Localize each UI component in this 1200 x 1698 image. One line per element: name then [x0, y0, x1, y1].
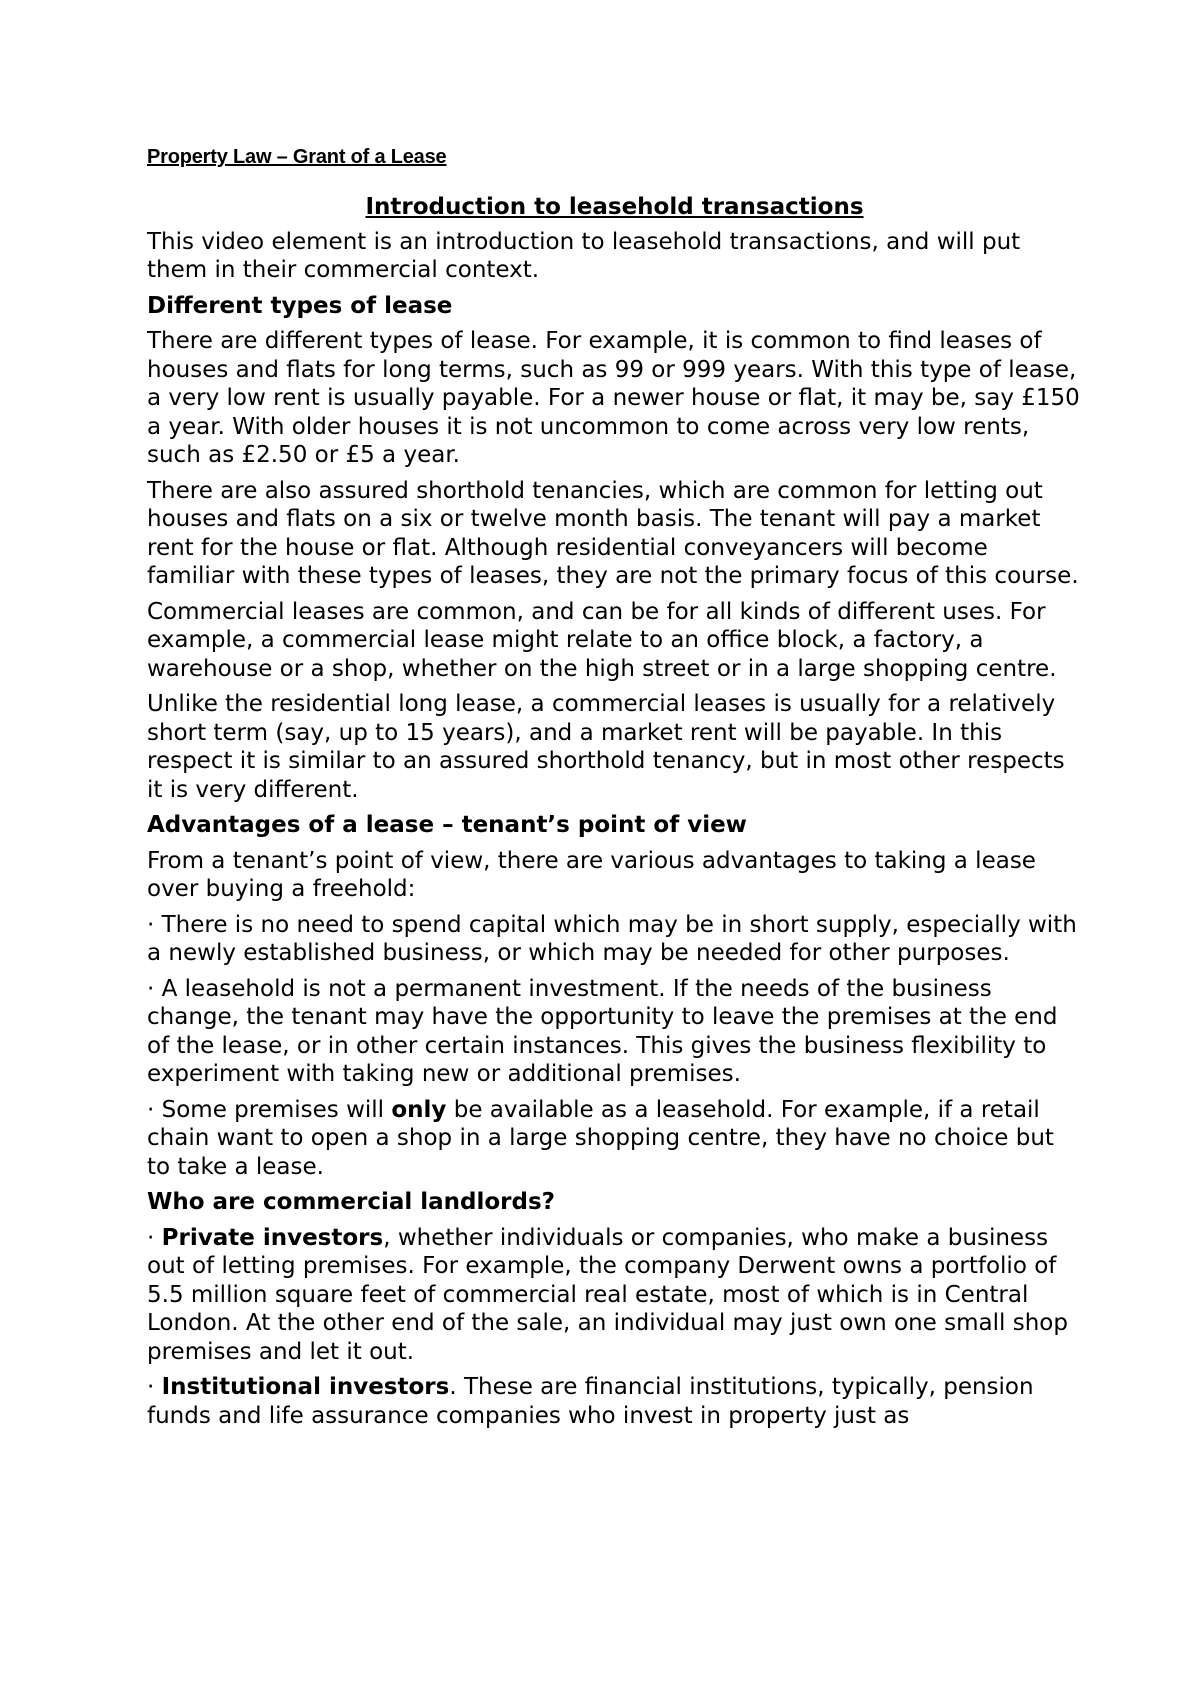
bullet-private-investors — [147, 1224, 1082, 1367]
paragraph-long-leases: There are different types of lease. For example, it is common to find leases of houses and flats for long terms, such as 99 or 999 years. With this type of lease, a very low rent is usually payable. For a newer house or flat, it may be, say £150 a year. With older houses it is not uncommon to come across very low rents, such as £2.50 or £5 a year. — [147, 328, 1080, 468]
bold-emphasis: only — [391, 1096, 447, 1123]
bold-term-private-investors: Private investors — [161, 1224, 384, 1251]
paragraph-residential-comparison: Unlike the residential long lease, a commercial leases is usually for a relatively short term (say, up to 15 years), and a market rent will be payable. In this respect it is similar to an assured shorthold tenancy, but in most other respects it is very different. — [147, 691, 1065, 803]
heading-different-types: Different types of lease — [147, 292, 453, 319]
bullet-marker: · — [147, 1374, 162, 1400]
document-title: Property Law – Grant of a Lease — [147, 146, 447, 168]
bullet-marker: · — [147, 1224, 162, 1251]
bullet-institutional-investors — [147, 1373, 1082, 1430]
paragraph-shorthold: There are also assured shorthold tenancies, which are common for letting out houses and flats on a six or twelve month basis. The tenant will pay a market rent for the house or flat. Although residential conveyancers will become familiar with these types of leases, they are not the primary focus of this course. — [147, 477, 1079, 589]
section-subtitle: Introduction to leasehold transactions — [365, 194, 864, 220]
bold-term-institutional-investors: Institutional investors — [161, 1374, 450, 1400]
bullet-only-leasehold — [147, 1096, 1082, 1182]
paragraph-commercial: Commercial leases are common, and can be for all kinds of different uses. For example, a commercial lease might relate to an office block, a factory, a warehouse or a shop, whether on the high street or in a large shopping centre. — [147, 598, 1057, 682]
bullet-not-permanent: · A leasehold is not a permanent investment. If the needs of the business change, the tenant may have the opportunity to leave the premises at the end of the lease, or in other certain instances. This gives the business flexibility to experiment with taking new or additional premises. — [147, 975, 1058, 1087]
heading-commercial-landlords: Who are commercial landlords? — [147, 1189, 556, 1215]
bullet-capital: · There is no need to spend capital which may be in short supply, especially with a newly established business, or which may be needed for other purposes. — [147, 911, 1077, 966]
bullet-text: , whether individuals or companies, who make a business out of letting premises. For example, the company Derwent owns a portfolio of 5.5 million square feet of commercial real estate, most of which is in Central London. At the other end of the sale, an individual may just own one small shop premises and let it out. — [147, 1224, 1068, 1365]
intro-paragraph: This video element is an introduction to leasehold transactions, and will put them in their commercial context. — [147, 228, 1021, 283]
bullet-text: . These are financial institutions, typically, pension funds and life assurance companies who invest in property just as — [147, 1374, 1034, 1429]
paragraph-advantages-intro: From a tenant’s point of view, there are various advantages to taking a lease over buying a freehold: — [147, 847, 1036, 902]
bullet-text-end: be available as a leasehold. For example, if a retail chain want to open a shop in a large shopping centre, they have no choice but to take a lease. — [147, 1096, 1054, 1180]
heading-advantages: Advantages of a lease – tenant’s point of view — [147, 812, 747, 838]
bullet-text-start: · Some premises will — [147, 1096, 392, 1123]
document-body — [147, 145, 1082, 1437]
